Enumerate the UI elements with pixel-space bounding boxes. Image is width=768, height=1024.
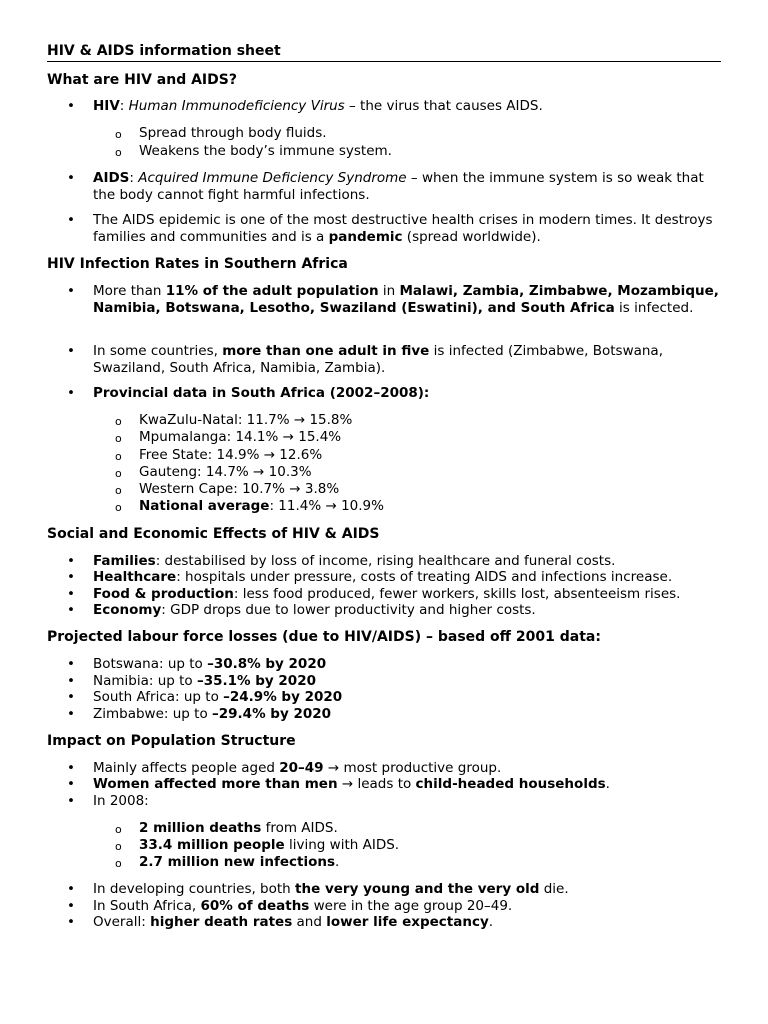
text: : 11.4% → 10.9% (269, 498, 384, 514)
labour-item (93, 656, 723, 673)
effect-item (93, 569, 723, 586)
text: Zimbabwe: up to (93, 706, 213, 722)
text: Mainly affects people aged (93, 760, 280, 776)
population-item (93, 881, 723, 898)
national-average (139, 498, 719, 515)
population-item (93, 914, 723, 931)
text: : less food produced, fewer workers, skills lost, absenteeism rises. (233, 586, 681, 602)
heading-population-structure: Impact on Population Structure (47, 733, 296, 749)
separator: : (119, 98, 129, 114)
text: were in the age group 20–49. (309, 898, 513, 914)
sub-bullet: o Weakens the body’s immune system. (139, 143, 719, 160)
labour-item (93, 673, 723, 690)
text: Botswana: up to (93, 656, 208, 672)
bold-text: Food & production (93, 586, 234, 602)
bullet-epidemic (93, 212, 723, 246)
effect-item (93, 586, 723, 603)
bullet-aids (93, 170, 723, 204)
bold-text: Women affected more than men (93, 776, 338, 792)
text: . (335, 854, 340, 870)
labour-item (93, 706, 723, 723)
text: → leads to (337, 776, 416, 792)
bold-text: Families (93, 553, 156, 569)
bullet-hiv (93, 98, 723, 115)
text: is infected. (614, 300, 694, 316)
sub-bullet: o Spread through body fluids. (139, 125, 719, 142)
bold-text: 33.4 million people (139, 837, 285, 853)
aids-description: – when the immune system is so weak that the body cannot fight harmful infections. (93, 170, 704, 203)
epidemic-end: (spread worldwide). (402, 229, 541, 245)
labour-item (93, 689, 723, 706)
bold-text: –35.1% by 2020 (196, 673, 316, 689)
bold-text: more than one adult in five (222, 343, 430, 359)
text: In 2008: (93, 793, 149, 809)
population-item (93, 793, 723, 810)
term-pandemic: pandemic (328, 229, 403, 245)
heading-social-economic: Social and Economic Effects of HIV & AIDS (47, 526, 380, 542)
text: Namibia: up to (93, 673, 197, 689)
bold-text: Healthcare (93, 569, 177, 585)
bold-text: 11% of the adult population (165, 283, 379, 299)
bold-text: 20–49 (279, 760, 324, 776)
aids-full-name: Acquired Immune Deficiency Syndrome (138, 170, 407, 186)
heading-infection-rates: HIV Infection Rates in Southern Africa (47, 256, 348, 272)
bold-text: Economy (93, 602, 162, 618)
bold-text: Provincial data in South Africa (2002–2008): (93, 385, 430, 401)
hiv-full-name: Human Immunodeficiency Virus (128, 98, 345, 114)
province-item: o Mpumalanga: 14.1% → 15.4% (139, 429, 719, 446)
effect-item (93, 602, 723, 619)
text: In developing countries, both (93, 881, 296, 897)
text: is infected (Zimbabwe, Botswana, Swaziland, South Africa, Namibia, Zambia). (93, 343, 663, 376)
text: die. (539, 881, 569, 897)
province-item: o Free State: 14.9% → 12.6% (139, 447, 719, 464)
text: and (292, 914, 327, 930)
bullet-provincial-data (93, 385, 723, 402)
bold-text: higher death rates (150, 914, 293, 930)
hiv-description: – the virus that causes AIDS. (344, 98, 543, 114)
population-item (93, 776, 723, 793)
text: Overall: (93, 914, 151, 930)
population-item (93, 760, 723, 777)
text: : GDP drops due to lower productivity and higher costs. (161, 602, 536, 618)
bold-text: child-headed households (415, 776, 606, 792)
bold-text: 60% of deaths (200, 898, 310, 914)
stat-item (139, 854, 719, 871)
text: In South Africa, (93, 898, 201, 914)
term-aids: AIDS (93, 170, 130, 186)
text: : hospitals under pressure, costs of treating AIDS and infections increase. (176, 569, 673, 585)
population-item (93, 898, 723, 915)
epidemic-text: The AIDS epidemic is one of the most destructive health crises in modern times. It destroys families and communities and is a (93, 212, 713, 245)
text: : destabilised by loss of income, rising healthcare and funeral costs. (155, 553, 616, 569)
text: → most productive group. (323, 760, 502, 776)
bullet-one-in-five (93, 343, 723, 377)
text: South Africa: up to (93, 689, 224, 705)
text: from AIDS. (261, 820, 338, 836)
bold-text: the very young and the very old (295, 881, 540, 897)
bold-text: –24.9% by 2020 (223, 689, 343, 705)
bold-text: 2 million deaths (139, 820, 262, 836)
bold-text: lower life expectancy (326, 914, 489, 930)
text: More than (93, 283, 166, 299)
term-hiv: HIV (93, 98, 120, 114)
text: . (605, 776, 610, 792)
heading-labour-losses: Projected labour force losses (due to HIV/AIDS) – based off 2001 data: (47, 629, 601, 645)
province-item: o Western Cape: 10.7% → 3.8% (139, 481, 719, 498)
stat-item (139, 837, 719, 854)
heading-what-are-hiv-aids: What are HIV and AIDS? (47, 72, 237, 88)
text: In some countries, (93, 343, 223, 359)
text: in (378, 283, 400, 299)
effect-item (93, 553, 723, 570)
bold-text: National average (139, 498, 270, 514)
page-title: HIV & AIDS information sheet (47, 43, 721, 62)
bold-text: –30.8% by 2020 (207, 656, 327, 672)
province-item: o Gauteng: 14.7% → 10.3% (139, 464, 719, 481)
text: . (488, 914, 494, 930)
stat-item (139, 820, 719, 837)
text: living with AIDS. (284, 837, 400, 853)
bold-text: 2.7 million new infections (139, 854, 335, 870)
bullet-adult-population (93, 283, 723, 317)
bold-text: –29.4% by 2020 (212, 706, 332, 722)
separator: : (129, 170, 139, 186)
province-item: o KwaZulu-Natal: 11.7% → 15.8% (139, 412, 719, 429)
country-list: Malawi, Zambia, Zimbabwe, Mozambique, Namibia, Botswana, Lesotho, Swaziland (Eswatini), and South Africa (93, 283, 719, 316)
